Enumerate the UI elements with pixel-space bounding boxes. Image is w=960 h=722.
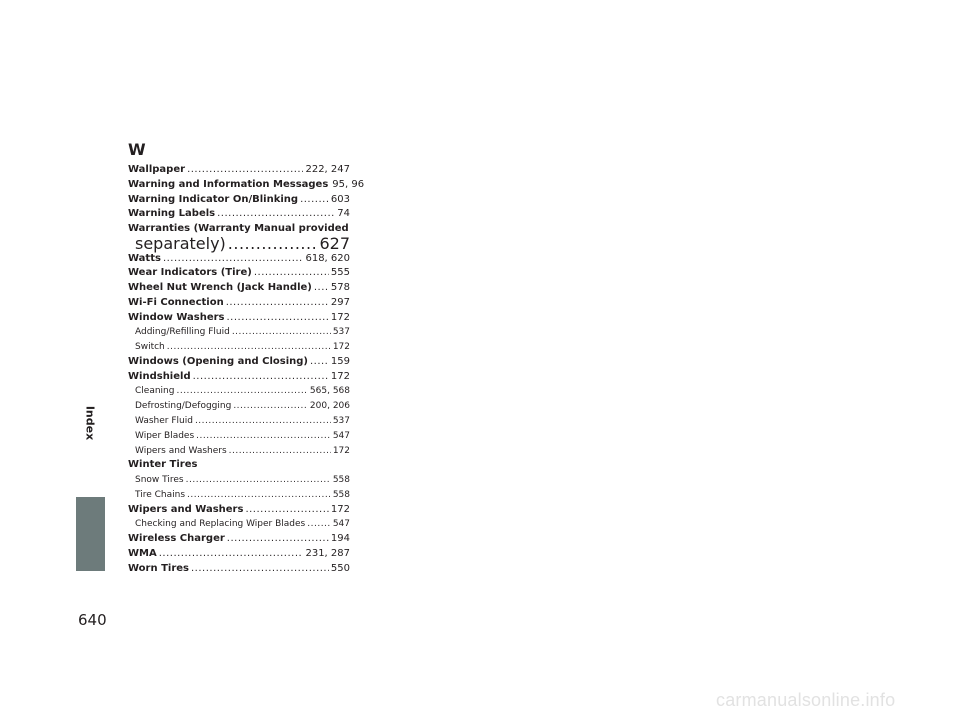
dot-leader bbox=[217, 207, 335, 222]
index-page-refs: 222, 247 bbox=[305, 164, 350, 175]
dot-leader bbox=[193, 370, 329, 385]
index-page-refs: 550 bbox=[330, 562, 350, 574]
index-subentry bbox=[128, 384, 350, 399]
index-subentry bbox=[128, 444, 350, 459]
index-page-refs: 74 bbox=[337, 208, 350, 220]
index-term: Warning and Information Messages bbox=[128, 178, 329, 190]
index-entry bbox=[128, 562, 350, 577]
index-subentry bbox=[128, 399, 350, 414]
index-term: Warning Indicator On/Blinking bbox=[128, 193, 299, 205]
index-subentry bbox=[128, 414, 350, 429]
index-entry bbox=[128, 532, 350, 547]
dot-leader bbox=[300, 193, 329, 208]
index-page-refs: 172 bbox=[332, 445, 350, 456]
page-number: 640 bbox=[78, 611, 107, 629]
index-entry bbox=[128, 233, 350, 253]
watermark-text: carmanualsonline.info bbox=[716, 690, 896, 710]
index-entry bbox=[128, 503, 350, 518]
dot-leader bbox=[232, 325, 331, 340]
index-entry bbox=[128, 163, 350, 178]
index-term: Defrosting/Defogging bbox=[135, 401, 232, 412]
index-term: Watts bbox=[128, 252, 161, 264]
dot-leader bbox=[310, 355, 329, 370]
index-term: Wear Indicators (Tire) bbox=[128, 267, 252, 279]
index-page-refs: 172 bbox=[330, 311, 350, 323]
index-term: Window Washers bbox=[128, 311, 225, 323]
dot-leader bbox=[187, 163, 303, 178]
dot-leader bbox=[314, 281, 329, 296]
index-side-label bbox=[70, 398, 110, 448]
index-term: Wi-Fi Connection bbox=[128, 296, 224, 308]
dot-leader bbox=[195, 414, 331, 429]
index-side-label-text: Index bbox=[83, 405, 97, 441]
dot-leader bbox=[159, 547, 304, 562]
index-term: Warning Labels bbox=[128, 208, 216, 220]
index-subentry bbox=[128, 340, 350, 355]
index-term: Checking and Replacing Wiper Blades bbox=[135, 519, 306, 530]
index-page-refs: 95, 96 bbox=[332, 178, 365, 190]
index-page-refs: 547 bbox=[332, 519, 350, 530]
index-term: Warranties (Warranty Manual provided bbox=[128, 223, 349, 235]
index-entry bbox=[128, 178, 365, 193]
index-term: Wipers and Washers bbox=[135, 445, 227, 456]
index-page-refs: 555 bbox=[330, 267, 350, 279]
index-page-refs: 578 bbox=[330, 282, 350, 294]
index-term: Wireless Charger bbox=[128, 533, 225, 545]
index-entry bbox=[128, 547, 350, 562]
dot-leader bbox=[226, 311, 328, 326]
index-entry-list bbox=[128, 163, 365, 576]
dot-leader bbox=[227, 532, 329, 547]
index-term: Washer Fluid bbox=[135, 416, 193, 427]
dot-leader bbox=[186, 473, 331, 488]
index-page-refs: 537 bbox=[332, 416, 350, 427]
index-page-refs: 603 bbox=[330, 193, 350, 205]
dot-leader bbox=[163, 252, 304, 267]
index-entry bbox=[128, 281, 350, 296]
index-entry bbox=[128, 193, 350, 208]
dot-leader bbox=[191, 562, 329, 577]
index-term: separately) bbox=[135, 233, 226, 253]
index-page-refs: 547 bbox=[332, 430, 350, 441]
index-page-refs: 172 bbox=[330, 370, 350, 382]
index-term: Winter Tires bbox=[128, 459, 198, 471]
index-term: Windshield bbox=[128, 370, 191, 382]
section-letter: W bbox=[128, 140, 146, 159]
dot-leader bbox=[307, 517, 331, 532]
index-subentry bbox=[128, 488, 350, 503]
index-entry bbox=[128, 355, 350, 370]
index-term: Windows (Opening and Closing) bbox=[128, 355, 308, 367]
index-entry bbox=[128, 207, 350, 222]
dot-leader bbox=[228, 237, 318, 252]
dot-leader bbox=[233, 399, 308, 414]
index-term: Wipers and Washers bbox=[128, 503, 244, 515]
index-subentry bbox=[128, 429, 350, 444]
dot-leader bbox=[196, 429, 331, 444]
index-entry bbox=[128, 266, 350, 281]
index-term: Wiper Blades bbox=[135, 430, 195, 441]
index-page-refs: 627 bbox=[319, 233, 350, 253]
index-page-refs: 172 bbox=[330, 503, 350, 515]
index-term: Snow Tires bbox=[135, 475, 184, 486]
index-term: Adding/Refilling Fluid bbox=[135, 327, 230, 338]
dot-leader bbox=[187, 488, 331, 503]
index-page-refs: 194 bbox=[330, 533, 350, 545]
index-page-refs: 565, 568 bbox=[309, 386, 350, 397]
index-entry bbox=[128, 252, 350, 267]
index-page-refs: 558 bbox=[332, 475, 350, 486]
index-page-refs: 159 bbox=[330, 355, 350, 367]
index-term: Wallpaper bbox=[128, 164, 186, 175]
index-page-refs: 172 bbox=[332, 342, 350, 353]
index-page-refs: 618, 620 bbox=[305, 252, 350, 264]
index-page-refs: 297 bbox=[330, 296, 350, 308]
index-page-refs: 231, 287 bbox=[305, 547, 350, 559]
dot-leader bbox=[167, 340, 331, 355]
index-term: Wheel Nut Wrench (Jack Handle) bbox=[128, 282, 312, 294]
index-side-tab bbox=[76, 497, 105, 571]
index-term: Tire Chains bbox=[135, 489, 186, 500]
index-page-refs: 200, 206 bbox=[309, 401, 350, 412]
index-term: Switch bbox=[135, 342, 165, 353]
index-entry bbox=[128, 296, 350, 311]
index-entry bbox=[128, 458, 350, 473]
dot-leader bbox=[229, 444, 331, 459]
index-term: Cleaning bbox=[135, 386, 175, 397]
index-subentry bbox=[128, 517, 350, 532]
dot-leader bbox=[176, 384, 307, 399]
index-term: Worn Tires bbox=[128, 562, 189, 574]
index-entry bbox=[128, 311, 350, 326]
index-subentry bbox=[128, 473, 350, 488]
index-term: WMA bbox=[128, 547, 157, 559]
index-entry bbox=[128, 370, 350, 385]
dot-leader bbox=[254, 266, 329, 281]
dot-leader bbox=[245, 503, 328, 518]
index-page-refs: 558 bbox=[332, 489, 350, 500]
index-page-refs: 537 bbox=[332, 327, 350, 338]
dot-leader bbox=[226, 296, 329, 311]
index-subentry bbox=[128, 325, 350, 340]
